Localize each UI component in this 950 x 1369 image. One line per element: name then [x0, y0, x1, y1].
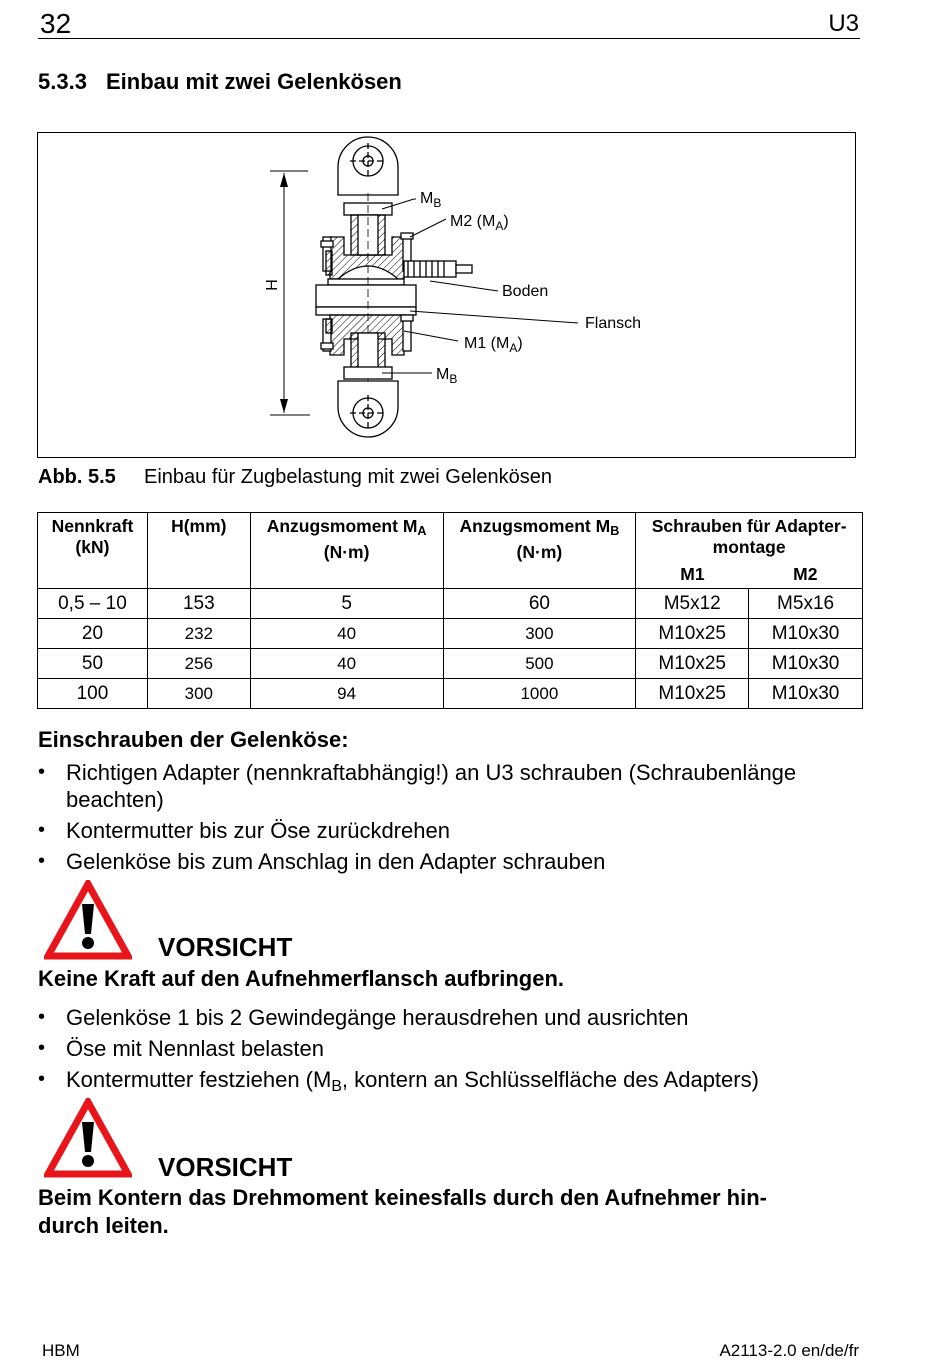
- list-item: • Kontermutter bis zur Öse zurückdrehen: [38, 817, 868, 844]
- list-item: • Kontermutter festziehen ($M_B$, kontern an Schlüsselfläche des Adapters): [38, 1066, 868, 1100]
- warning-triangle-icon: [44, 1098, 132, 1178]
- doc-code: U3: [828, 10, 859, 37]
- section-title: [38, 69, 402, 95]
- figure-caption: [38, 466, 552, 489]
- boden-label: Boden: [502, 283, 549, 300]
- list-item: • Richtigen Adapter (nennkraftabhängig!) an U3 schrauben (Schraubenlänge beachten): [38, 759, 868, 813]
- table-row: 20 232 40 300 M10x25 M10x30: [38, 619, 863, 649]
- col-screws: Schrauben für Adapter- montage: [636, 513, 863, 563]
- warning-text: Keine Kraft auf den Aufnehmerflansch aufbringen.: [38, 966, 565, 991]
- height-label: H: [264, 279, 281, 291]
- section-title-text: Einbau mit zwei Gelenkösen: [106, 69, 402, 94]
- table-row: 0,5 – 10 153 5 60 M5x12 M5x16: [38, 589, 863, 619]
- load-cell-diagram: [38, 133, 857, 459]
- height-dimension: [264, 171, 310, 415]
- instructions-heading: Einschrauben der Gelenköse:: [38, 727, 349, 752]
- footer-right: A2113-2.0 en/de/fr: [719, 1341, 859, 1360]
- col-h: H(mm): [147, 513, 250, 589]
- screw-spec-table: [37, 512, 863, 709]
- warning-title: VORSICHT: [158, 1152, 293, 1182]
- warning-text: Beim Kontern das Drehmoment keinesfalls durch den Aufnehmer hin- durch leiten.: [38, 1185, 767, 1238]
- col-m1: M1: [636, 563, 749, 589]
- bottom-rod-end: [338, 381, 398, 437]
- figure-caption-label: Abb. 5.5: [38, 466, 116, 488]
- section-number: 5.3.3: [38, 69, 87, 94]
- col-m2: M2: [749, 563, 863, 589]
- instructions-list: [38, 759, 868, 879]
- footer-left: HBM: [42, 1341, 80, 1360]
- m1-label: M1 $(M_A)$: [464, 335, 523, 355]
- page-number: 32: [40, 8, 72, 39]
- list-item: • Gelenköse bis zum Anschlag in den Adapter schrauben: [38, 848, 868, 875]
- warning-title: VORSICHT: [158, 932, 293, 962]
- mb-bottom-label: $M_B$: [436, 366, 458, 386]
- table-row: 100 300 94 1000 M10x25 M10x30: [38, 679, 863, 709]
- warning-triangle-icon: [44, 880, 132, 960]
- lower-adapter: [321, 315, 413, 379]
- col-ma: Anzugsmoment $M_A$ (N·m): [250, 513, 443, 589]
- header-divider: [38, 38, 860, 39]
- mb-top-label: $M_B$: [420, 190, 442, 210]
- figure-caption-text: Einbau für Zugbelastung mit zwei Gelenkösen: [144, 466, 553, 488]
- col-nennkraft: Nennkraft (kN): [38, 513, 148, 589]
- steps-list: [38, 1004, 868, 1104]
- table-row: 50 256 40 500 M10x25 M10x30: [38, 649, 863, 679]
- m2-label: M2 $(M_A)$: [450, 213, 509, 233]
- flansch-label: Flansch: [585, 315, 642, 332]
- figure-box: [37, 132, 856, 458]
- list-item: • Öse mit Nennlast belasten: [38, 1035, 868, 1062]
- list-item: • Gelenköse 1 bis 2 Gewindegänge herausdrehen und ausrichten: [38, 1004, 868, 1031]
- col-mb: Anzugsmoment $M_B$ (N·m): [443, 513, 636, 589]
